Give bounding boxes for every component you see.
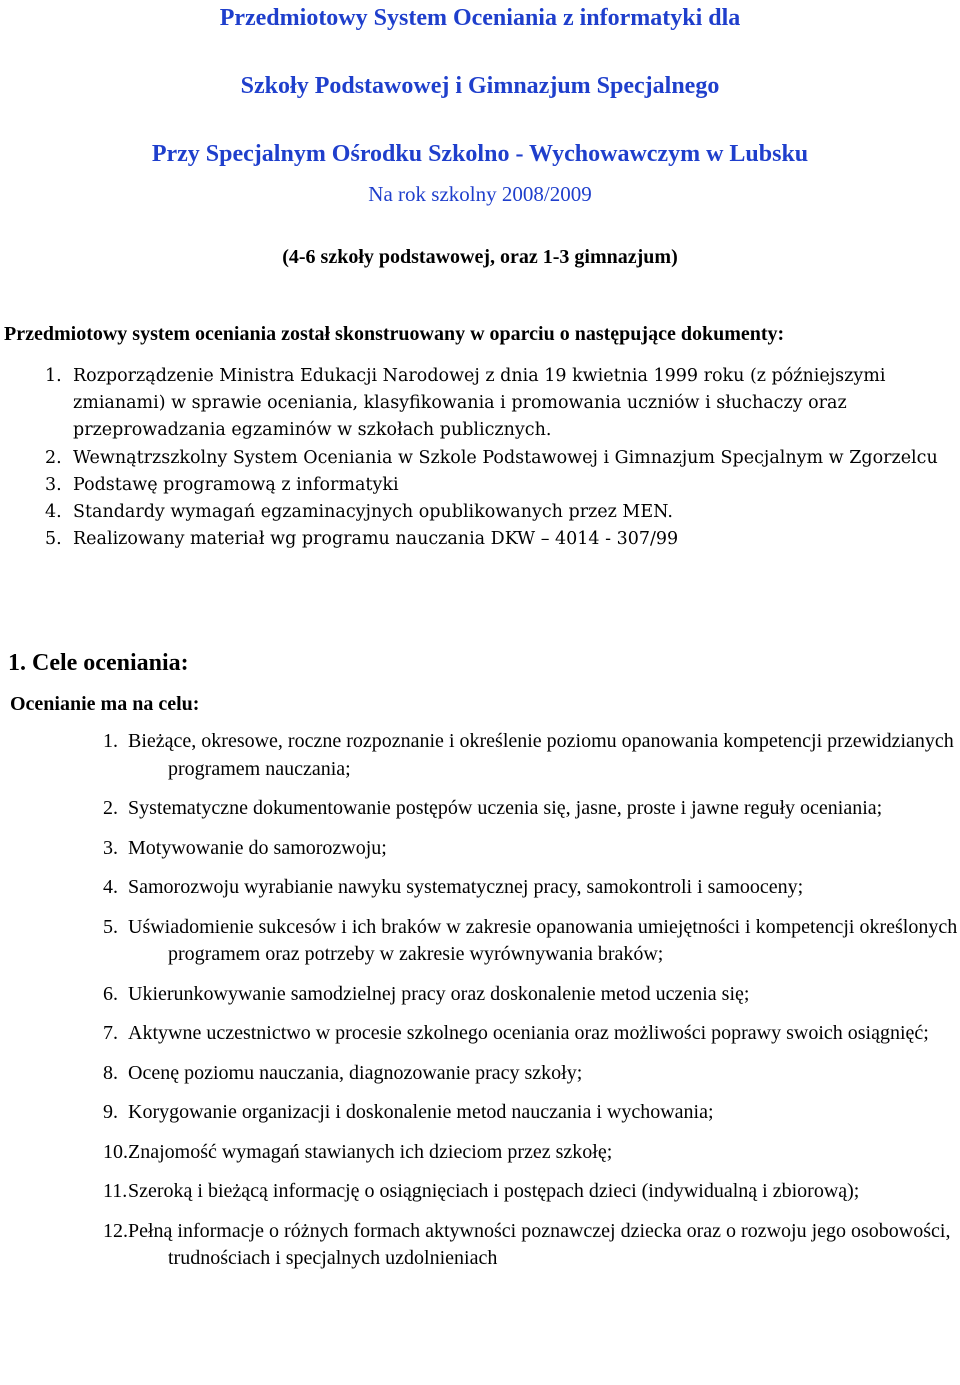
document-item [0, 445, 960, 472]
goal-item [0, 914, 960, 969]
goal-item [0, 795, 960, 823]
document-item-text: Standardy wymagań egzaminacyjnych opublikowanych przez MEN. [73, 502, 673, 523]
scope-note: (4-6 szkoły podstawowej, oraz 1-3 gimnazjum) [282, 246, 678, 268]
goal-item-number: 6. [103, 982, 118, 1005]
goal-item-number: 10. [103, 1140, 128, 1163]
document-item-text: Rozporządzenie Ministra Edukacji Narodowej z dnia 19 kwietnia 1999 roku (z późniejszymi zmianami) w sprawie oceniania, klasyfikowania i promowania uczniów i słuchaczy oraz przeprowadzania egzaminów w szkołach publicznych. [73, 366, 886, 441]
goal-item-text: Ocenę poziomu nauczania, diagnozowanie pracy szkoły; [128, 1061, 583, 1084]
goal-item-number: 5. [103, 915, 118, 938]
goal-item-number: 12. [103, 1219, 128, 1242]
goal-item-text: Korygowanie organizacji i doskonalenie metod nauczania i wychowania; [128, 1101, 714, 1123]
goals-list [0, 728, 960, 1285]
goal-item-text: Motywowanie do samorozwoju; [128, 836, 387, 859]
goal-item-number: 4. [103, 876, 118, 898]
goal-item [0, 1178, 960, 1206]
goal-item [0, 874, 960, 902]
document-item-number: 1. [45, 366, 62, 386]
goal-item-number: 2. [103, 797, 118, 819]
document-item-number: 3. [45, 474, 62, 495]
goal-item-text: Uświadomienie sukcesów i ich braków w zakresie opanowania umiejętności i kompetencji określonych programem oraz potrzeby w zakresie wyrównywania braków; [128, 915, 958, 965]
goal-item [0, 981, 960, 1009]
goal-item-text: Aktywne uczestnictwo w procesie szkolnego oceniania oraz możliwości poprawy swoich osiągnięć; [128, 1022, 929, 1044]
section-heading: 1. Cele oceniania: [8, 650, 189, 676]
goal-item-number: 11. [103, 1180, 128, 1202]
document-item [0, 472, 960, 499]
goal-item-number: 7. [103, 1022, 118, 1044]
document-item-number: 4. [45, 502, 62, 523]
section-subheading: Ocenianie ma na celu: [10, 693, 200, 715]
document-title-line-1: Przedmiotowy System Oceniania z informatyki dla [219, 5, 741, 31]
goal-item [0, 1020, 960, 1048]
goal-item-text: Szeroką i bieżącą informację o osiągnięciach i postępach dzieci (indywidualną i zbiorową); [128, 1180, 860, 1202]
documents-list [0, 363, 960, 553]
goal-item [0, 728, 960, 783]
goal-item-text: Pełną informacje o różnych formach aktywności poznawczej dziecka oraz o rozwoju jego osobowości, trudnościach i specjalnych uzdolnieniach [128, 1219, 951, 1269]
goal-item [0, 1099, 960, 1127]
goal-item-text: Samorozwoju wyrabianie nawyku systematycznej pracy, samokontroli i samooceny; [128, 876, 804, 898]
goal-item-text: Bieżące, okresowe, roczne rozpoznanie i określenie poziomu opanowania kompetencji przewidzianych programem nauczania; [128, 730, 954, 780]
document-item [0, 363, 960, 445]
document-item-number: 2. [45, 447, 62, 468]
goal-item [0, 1060, 960, 1088]
document-item [0, 499, 960, 526]
goal-item-number: 8. [103, 1061, 118, 1084]
goal-item [0, 1139, 960, 1167]
document-item-number: 5. [45, 529, 62, 550]
document-item [0, 526, 960, 553]
document-title-line-2: Szkoły Podstawowej i Gimnazjum Specjalnego [240, 73, 720, 99]
goal-item-text: Znajomość wymagań stawianych ich dzieciom przez szkołę; [128, 1140, 613, 1163]
document-item-text: Realizowany materiał wg programu nauczania DKW – 4014 - 307/99 [73, 529, 679, 550]
goal-item-text: Systematyczne dokumentowanie postępów uczenia się, jasne, proste i jawne reguły oceniania; [128, 797, 883, 819]
documents-intro: Przedmiotowy system oceniania został skonstruowany w oparciu o następujące dokumenty: [4, 323, 785, 345]
document-item-text: Podstawę programową z informatyki [73, 474, 399, 495]
goal-item [0, 1218, 960, 1273]
goal-item-number: 3. [103, 836, 118, 859]
goal-item-number: 9. [103, 1101, 118, 1123]
goal-item-number: 1. [103, 730, 118, 752]
document-item-text: Wewnątrzszkolny System Oceniania w Szkole Podstawowej i Gimnazjum Specjalnym w Zgorzelcu [73, 447, 938, 468]
document-title-line-3: Przy Specjalnym Ośrodku Szkolno - Wychowawczym w Lubsku [151, 141, 809, 167]
goal-item-text: Ukierunkowywanie samodzielnej pracy oraz doskonalenie metod uczenia się; [128, 982, 750, 1005]
school-year: Na rok szkolny 2008/2009 [368, 182, 592, 206]
goal-item [0, 835, 960, 863]
